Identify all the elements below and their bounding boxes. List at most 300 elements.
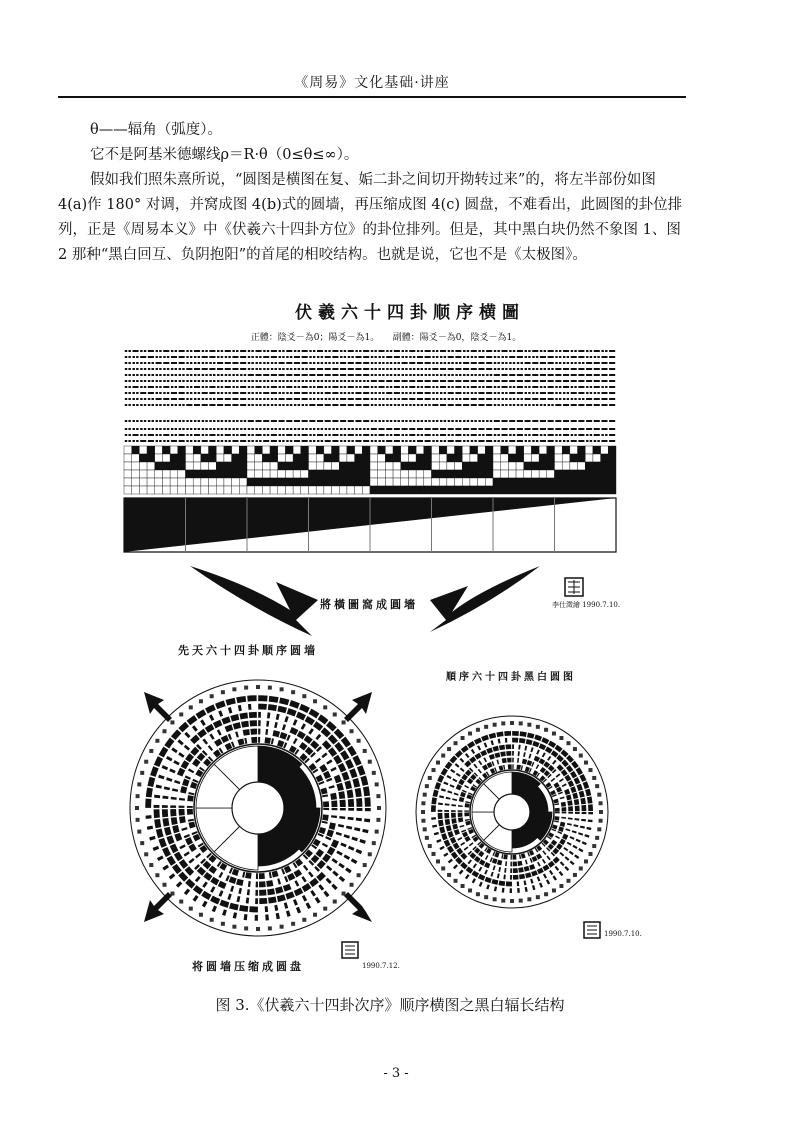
hex-line [348,420,354,422]
hex-line [348,386,354,388]
hex-line [190,356,192,358]
hex-line [571,398,573,400]
hex-line [351,440,353,442]
hex-line [163,362,169,364]
hex-line [179,420,181,422]
checker-cell [508,478,516,486]
hex-line [528,392,530,394]
checker-cell [139,478,147,486]
hex-line [213,374,215,376]
hex-line [132,434,138,436]
hex-line [371,420,373,422]
hex-line [398,404,400,406]
checker-cell [362,462,370,470]
hex-line [563,404,569,406]
hex-line [513,398,515,400]
hex-line [128,386,130,388]
hex-line [240,440,246,442]
checker-cell [593,446,601,454]
checker-cell [539,446,547,454]
hexagram-name-mark [595,836,599,840]
hex-line [248,362,250,364]
hex-line [497,350,499,352]
hex-line [402,362,408,364]
seal-date-top: 李仕澂繪 1990.7.10. [552,601,621,609]
checker-cell [416,454,424,462]
hexagram-name-mark [584,859,588,863]
hex-line [544,350,546,352]
hex-line [263,434,265,436]
checker-cell [232,446,240,454]
checker-cell [524,462,532,470]
hex-line [425,420,427,422]
hex-line [594,380,600,382]
hex-line [317,386,323,388]
checker-cell [531,446,539,454]
hex-line [259,368,261,370]
hex-line [194,362,196,364]
hex-line [486,434,492,436]
hex-line [432,362,434,364]
hex-line [248,386,250,388]
hex-line [325,362,327,364]
hex-line [202,362,204,364]
hex-line [436,362,438,364]
hex-line [536,356,538,358]
hex-line [578,404,584,406]
hex-line [182,404,184,406]
hex-line [132,374,134,376]
checker-cell [562,446,570,454]
hexagram-name-mark [313,913,317,917]
hex-line [578,350,584,352]
hex-line [594,368,600,370]
hex-line [279,380,281,382]
hex-line [440,368,446,370]
hex-line [279,386,281,388]
hex-line [213,420,215,422]
checker-cell [470,470,478,478]
hex-line [140,420,142,422]
checker-cell [470,486,478,494]
checker-cell [370,462,378,470]
hex-line [159,404,161,406]
checker-cell [432,478,440,486]
checker-cell [332,478,340,486]
checker-cell [439,470,447,478]
hex-line [209,356,215,358]
hex-line [286,368,288,370]
hex-line [501,392,503,394]
hex-line [425,350,431,352]
hex-line [563,350,569,352]
hex-line [225,398,231,400]
hex-line [313,428,315,430]
hex-line [152,404,154,406]
hex-line [578,374,584,376]
hexagram-name-mark [323,907,327,911]
hex-line [594,386,600,388]
hex-line [355,386,357,388]
hex-line [586,404,592,406]
hex-line [159,428,161,430]
hex-line [478,434,480,436]
hex-line [290,404,292,406]
hex-line [594,398,600,400]
checker-cell [447,454,455,462]
hex-line [578,398,580,400]
checker-cell [432,470,440,478]
hex-line [294,420,300,422]
hex-line [513,434,515,436]
hex-line [540,440,546,442]
hex-line [597,392,599,394]
hex-line [544,386,546,388]
hex-line [536,440,538,442]
checker-cell [416,486,424,494]
checker-cell [186,470,194,478]
hex-line [175,368,177,370]
hex-line [378,440,380,442]
hex-line [232,404,238,406]
hex-line [590,356,592,358]
hex-line [290,356,292,358]
hexagram-name-mark [599,801,603,805]
hex-line [421,420,423,422]
hex-line [228,392,230,394]
hex-line [202,428,204,430]
hex-line [263,380,265,382]
checker-cell [278,486,286,494]
checker-cell [408,470,416,478]
checker-cell [247,470,255,478]
hex-line [432,434,434,436]
hex-line [132,386,138,388]
hex-line [332,404,338,406]
checker-cell [339,446,347,454]
hex-line [282,368,284,370]
hexagram-name-mark [291,922,295,926]
checker-cell [447,446,455,454]
hex-line [305,368,307,370]
hexagram-name-mark [357,873,361,877]
hex-line [421,386,423,388]
hex-line [340,440,342,442]
checker-cell [531,454,539,462]
hex-line [267,386,269,388]
hex-line [478,380,484,382]
hex-line [594,428,600,430]
hexagram-name-mark [579,866,583,870]
checker-cell [124,454,132,462]
hex-line [390,420,392,422]
hex-line [448,440,454,442]
checker-cell [201,462,209,470]
hexagram-name-mark [588,852,592,856]
hex-line [355,434,357,436]
hex-line [202,392,208,394]
checker-cell [562,486,570,494]
hex-line [144,362,146,364]
hex-line [509,368,511,370]
hex-line [179,380,181,382]
hex-line [152,374,154,376]
checker-cell [516,462,524,470]
hex-line [259,404,261,406]
hex-line [309,404,315,406]
hex-line [163,398,169,400]
checker-cell [193,454,201,462]
hex-line [563,374,569,376]
hex-line [540,350,542,352]
hex-line [532,392,534,394]
hex-line [205,420,207,422]
hex-line [175,386,177,388]
hex-line [417,404,419,406]
hex-line [186,434,188,436]
hex-line [290,440,292,442]
checker-cell [585,478,593,486]
hex-line [179,440,185,442]
hex-line [478,440,484,442]
hex-line [213,428,215,430]
hex-line [478,398,484,400]
hex-line [363,404,369,406]
hex-line [482,386,484,388]
checker-cell [178,470,186,478]
hex-line [271,368,273,370]
hex-line [559,434,561,436]
hex-line [455,434,461,436]
hex-line [317,362,319,364]
checker-cell [170,454,178,462]
checker-cell [401,446,409,454]
hex-line [571,356,577,358]
checker-cell [178,478,186,486]
hex-line [559,350,561,352]
hex-line [371,434,373,436]
hexagram-name-mark [501,899,505,903]
hex-line [348,380,350,382]
hex-line [325,398,327,400]
hex-line [348,374,354,376]
hex-line [501,398,503,400]
hex-line [601,428,607,430]
hex-line [190,428,192,430]
hex-line [440,398,442,400]
checker-cell [539,478,547,486]
hex-line [378,350,384,352]
hex-line [152,368,154,370]
hex-line [325,434,327,436]
hex-line [236,420,238,422]
hex-line [140,404,142,406]
hex-line [471,350,477,352]
hexagram-name-mark [137,782,141,786]
hex-line [567,440,569,442]
hexagram-name-mark [368,852,372,856]
hex-line [140,398,142,400]
hex-line [555,362,557,364]
hex-line [532,368,534,370]
hex-line [421,434,423,436]
hex-line [402,434,404,436]
hex-line [355,420,361,422]
hex-line [167,380,169,382]
hex-line [340,350,342,352]
hex-line [340,398,346,400]
checker-cell [385,446,393,454]
checker-cell [270,462,278,470]
checker-cell [439,462,447,470]
hex-line [398,398,400,400]
checker-cell [378,454,386,462]
hex-line [521,362,523,364]
checker-cell [531,462,539,470]
checker-cell [170,470,178,478]
hex-line [455,420,457,422]
hex-line [136,362,138,364]
hex-line [405,440,407,442]
checker-cell [147,454,155,462]
hex-line [194,404,200,406]
hex-line [251,386,253,388]
hex-line [140,392,146,394]
hex-line [244,428,246,430]
hex-line [140,368,142,370]
hex-line [359,434,361,436]
checker-cell [578,446,586,454]
hex-line [471,386,477,388]
checker-cell [601,486,609,494]
hex-line [532,434,538,436]
hex-line [309,434,311,436]
hex-line [128,440,130,442]
hex-line [186,350,188,352]
checker-cell [332,470,340,478]
hex-line [228,374,230,376]
checker-cell [416,478,424,486]
hex-line [132,404,134,406]
hex-line [148,368,150,370]
checker-cell [416,446,424,454]
checker-cell [262,454,270,462]
hex-line [540,434,542,436]
hex-line [517,380,523,382]
hex-line [390,386,392,388]
hexagram-name-mark [468,888,472,892]
checker-cell [401,478,409,486]
hex-line [486,350,492,352]
checker-cell [439,454,447,462]
hex-line [236,434,238,436]
hex-line [286,380,288,382]
hexagram-name-mark [544,892,548,896]
checker-cell [393,478,401,486]
hex-line [467,350,469,352]
hex-line [144,404,146,406]
checker-cell [485,462,493,470]
checker-cell [362,446,370,454]
hex-line [532,356,534,358]
hex-line [148,404,150,406]
hex-line [209,440,215,442]
hex-line [128,404,130,406]
hex-line [513,368,515,370]
hex-line [398,420,400,422]
hex-line [551,404,553,406]
hex-line [363,350,369,352]
hex-line [586,440,588,442]
checker-cell [132,470,140,478]
hexagram-name-mark [428,776,432,780]
hex-line [325,440,331,442]
hex-line [555,368,561,370]
checker-cell [508,470,516,478]
hex-line [275,362,277,364]
hex-line [236,374,238,376]
hex-line [255,404,257,406]
hex-line [286,434,292,436]
checker-cell [462,478,470,486]
hex-line [532,386,538,388]
hex-line [609,356,615,358]
hex-line [136,440,138,442]
hex-line [386,380,392,382]
hex-line [409,434,415,436]
hex-line [417,398,423,400]
hex-line [328,386,330,388]
hex-line [294,440,300,442]
hex-line [202,380,204,382]
hex-line [390,434,392,436]
checker-cell [370,486,378,494]
hex-line [152,362,154,364]
hexagram-name-mark [302,918,306,922]
hex-line [225,350,231,352]
hex-line [540,398,546,400]
hex-line [171,428,173,430]
checker-cell [186,462,194,470]
hex-line [402,440,404,442]
hex-line [202,356,208,358]
hex-line [555,374,561,376]
hexagram-name-mark [579,754,583,758]
hex-line [128,362,130,364]
hex-line [325,428,327,430]
hexagram-name-mark [425,836,429,840]
hex-line [451,374,453,376]
hex-line [478,362,484,364]
hex-line [144,420,146,422]
hex-line [478,356,484,358]
checker-cell [570,462,578,470]
hex-line [282,440,284,442]
hex-line [125,350,127,352]
hex-line [198,356,200,358]
hex-line [467,356,469,358]
hexagram-name-mark [484,895,488,899]
hexagram-name-mark [179,900,183,904]
hexagram-name-mark [376,794,380,798]
hex-line [213,380,215,382]
hex-line [440,374,442,376]
checker-cell [539,470,547,478]
hex-line [548,392,554,394]
hex-line [417,374,419,376]
checker-cell [393,446,401,454]
checker-cell [555,462,563,470]
